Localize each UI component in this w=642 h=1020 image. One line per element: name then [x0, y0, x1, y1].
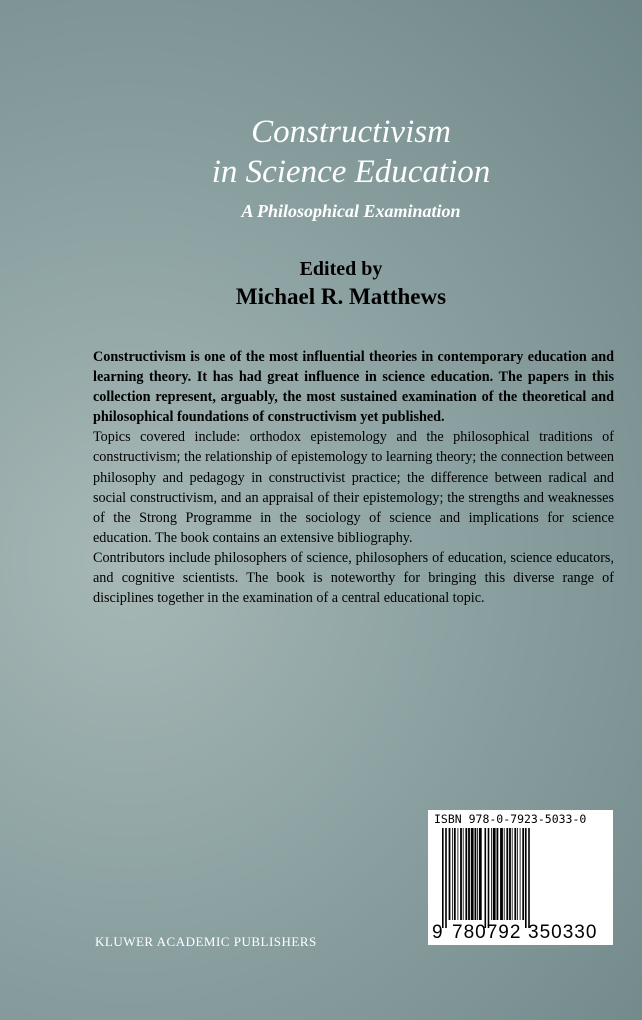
title-line-2: in Science Education [211, 154, 491, 190]
title-line-1: Constructivism [251, 114, 451, 150]
description [93, 347, 614, 608]
publisher-name: KLUWER ACADEMIC PUBLISHERS [95, 934, 317, 949]
isbn-barcode [428, 810, 613, 945]
barcode-digits-right: 350330 [528, 922, 598, 943]
isbn-label: ISBN 978-0-7923-5033-0 [434, 812, 587, 826]
subtitle: A Philosophical Examination [241, 201, 461, 221]
edited-by-label: Edited by [299, 258, 383, 280]
editor-name: Michael R. Matthews [235, 284, 447, 309]
description-paragraph-3: Contributors include philosophers of science, philosophers of education, science educators, and cognitive scientists. The book is noteworthy for bringing this diverse range of disciplines together in the examination of a central educational topic. [93, 549, 614, 607]
barcode-digits-left: 780792 [452, 922, 522, 943]
description-paragraph-2: Topics covered include: orthodox epistemology and the philosophical traditions of constructivism; the relationship of epistemology to learning theory; the connection between philosophy and pedagogy in constructivist practice; the difference between radical and social constructivism, and an appraisal of their epistemology; the strengths and weaknesses of the Strong Programme in the sociology of science and implications for science education. The book contains an extensive bibliography. [93, 429, 614, 546]
description-paragraph-1: Constructivism is one of the most influential theories in contemporary education and learning theory. It has had great influence in science education. The papers in this collection represent, arguably, the most sustained examination of the theoretical and philosophical foundations of constructivism yet published. [93, 349, 614, 426]
barcode-bars-icon [442, 828, 602, 928]
barcode-digit-first: 9 [432, 922, 443, 943]
